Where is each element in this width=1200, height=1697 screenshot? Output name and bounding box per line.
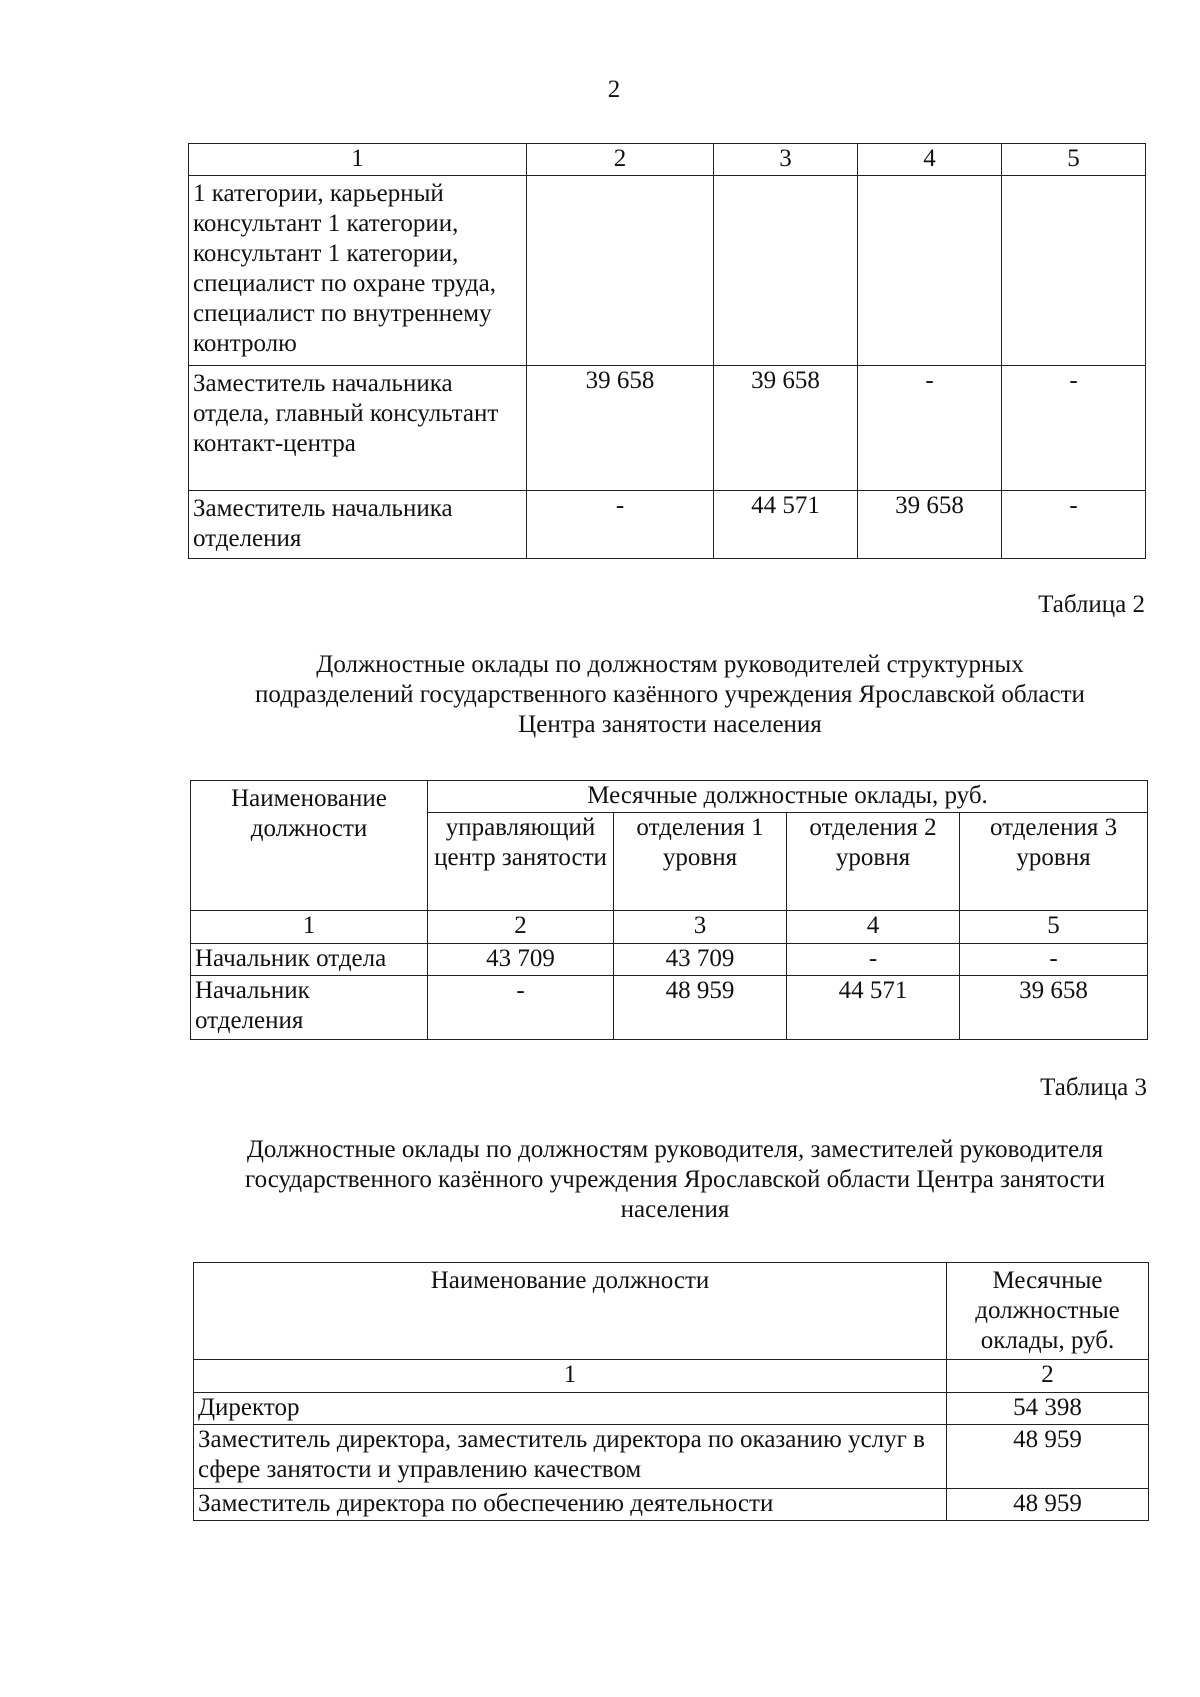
table-header-cell: 1 (189, 144, 527, 176)
salary-cell: 48 959 (614, 976, 787, 1040)
salary-cell (527, 176, 714, 366)
table-header-cell: 5 (1002, 144, 1146, 176)
table2 (190, 780, 1148, 1040)
salary-cell: - (1002, 491, 1146, 559)
salary-cell (714, 176, 858, 366)
salary-cell: - (527, 491, 714, 559)
salary-cell: 39 658 (714, 366, 858, 491)
position-name: Директор (194, 1393, 947, 1425)
table-header-row (194, 1263, 1149, 1360)
salary-cell: 43 709 (428, 944, 614, 976)
table3 (193, 1262, 1149, 1521)
table-row (194, 1425, 1149, 1489)
table-header-cell: Наименование должности (191, 781, 428, 911)
table-subheader-cell: отделения 3 уровня (960, 813, 1148, 911)
table-subheader-cell: отделения 2 уровня (787, 813, 960, 911)
table3-label: Таблица 3 (1040, 1074, 1147, 1101)
table-row (194, 1489, 1149, 1521)
salary-cell: - (428, 976, 614, 1040)
salary-cell: 48 959 (947, 1425, 1149, 1489)
salary-cell: 39 658 (960, 976, 1148, 1040)
salary-cell: 43 709 (614, 944, 787, 976)
salary-cell (858, 176, 1002, 366)
salary-cell: - (858, 366, 1002, 491)
table-number-cell: 1 (194, 1360, 947, 1393)
salary-cell: 48 959 (947, 1489, 1149, 1521)
table1 (188, 143, 1146, 559)
position-name: Заместитель директора по обеспечению деятельности (194, 1489, 947, 1521)
table-header-cell: Месячные должностные оклады, руб. (947, 1263, 1149, 1360)
table-row (191, 944, 1148, 976)
position-name: Заместитель директора, заместитель директора по оказанию услуг в сфере занятости и управлению качеством (194, 1425, 947, 1489)
position-name: Заместитель начальника отдела, главный консультант контакт-центра (189, 366, 527, 491)
table-row (194, 1393, 1149, 1425)
table-subheader-cell: отделения 1 уровня (614, 813, 787, 911)
page-number: 2 (607, 76, 621, 103)
table-header-group: Месячные должностные оклады, руб. (428, 781, 1148, 813)
table-header-cell: Наименование должности (194, 1263, 947, 1360)
table-number-cell: 5 (960, 911, 1148, 944)
table-header-cell: 3 (714, 144, 858, 176)
table-header-row (191, 781, 1148, 813)
position-name: 1 категории, карьерный консультант 1 категории, консультант 1 категории, специалист по охране труда, специалист по внутреннему контролю (189, 176, 527, 366)
salary-cell: 39 658 (858, 491, 1002, 559)
salary-cell: 39 658 (527, 366, 714, 491)
salary-cell: 54 398 (947, 1393, 1149, 1425)
table-row (189, 366, 1146, 491)
table-number-cell: 2 (428, 911, 614, 944)
table-number-cell: 4 (787, 911, 960, 944)
salary-cell: - (1002, 366, 1146, 491)
position-name: Начальник отделения (191, 976, 428, 1040)
salary-cell (1002, 176, 1146, 366)
salary-cell: 44 571 (714, 491, 858, 559)
position-name: Заместитель начальника отделения (189, 491, 527, 559)
table2-label: Таблица 2 (1038, 591, 1145, 618)
salary-cell: 44 571 (787, 976, 960, 1040)
table-number-cell: 3 (614, 911, 787, 944)
table-row (189, 491, 1146, 559)
table-header-cell: 2 (527, 144, 714, 176)
salary-cell: - (787, 944, 960, 976)
table-header-row (189, 144, 1146, 176)
table3-title: Должностные оклады по должностям руководителя, заместителей руководителя государственного казённого учреждения Ярославской области Центра занятости населения (244, 1136, 1106, 1223)
table-row (189, 176, 1146, 366)
table2-title: Должностные оклады по должностям руководителей структурных подразделений государственного казённого учреждения Ярославской области Центра занятости населения (255, 651, 1085, 738)
table-header-cell: 4 (858, 144, 1002, 176)
table-number-cell: 1 (191, 911, 428, 944)
table-row (191, 976, 1148, 1040)
salary-cell: - (960, 944, 1148, 976)
table-number-cell: 2 (947, 1360, 1149, 1393)
table-number-row (191, 911, 1148, 944)
position-name: Начальник отдела (191, 944, 428, 976)
table-number-row (194, 1360, 1149, 1393)
table-subheader-cell: управляющий центр занятости (428, 813, 614, 911)
